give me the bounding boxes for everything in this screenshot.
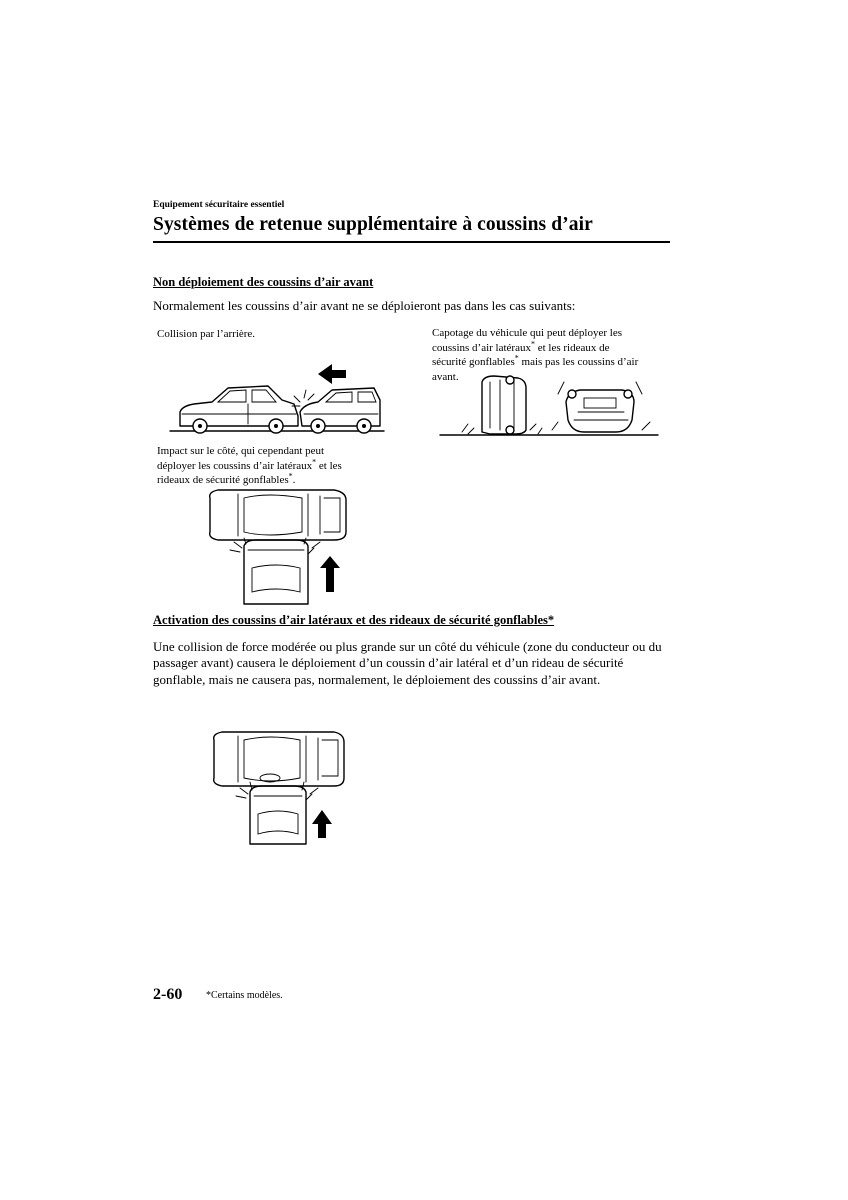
rear-collision-caption: Collision par l’arrière. bbox=[157, 328, 256, 340]
activation-body: Une collision de force modérée ou plus grande sur un côté du véhicule (zone du conducteur ou du passager avant) causera le déploiement d’un coussin d’air latéral et d’un rideau de sécurité gonflable, mais ne causera pas, normalement, le déploiement des coussins d’air avant. bbox=[153, 639, 662, 687]
rear-collision-illustration bbox=[168, 360, 388, 438]
page-title: Systèmes de retenue supplémentaire à coussins d’air bbox=[153, 214, 593, 235]
side-impact-illustration bbox=[204, 488, 352, 606]
section-label: Equipement sécuritaire essentiel bbox=[153, 200, 285, 210]
side-airbag-activation-illustration bbox=[208, 730, 348, 846]
footnote: *Certains modèles. bbox=[206, 990, 283, 1001]
side-impact-caption: Impact sur le côté, qui cependant peut déployer les coussins d’air latéraux* et les rideaux de sécurité gonflables*. bbox=[157, 445, 342, 486]
non-deployment-heading: Non déploiement des coussins d’air avant bbox=[153, 275, 374, 289]
title-rule bbox=[153, 241, 670, 243]
rollover-illustration bbox=[438, 372, 660, 438]
rollover-caption: Capotage du véhicule qui peut déployer les coussins d’air latéraux* et les rideaux de sécurité gonflables* mais pas les coussins d’air avant. bbox=[432, 327, 639, 383]
non-deployment-intro: Normalement les coussins d’air avant ne se déploieront pas dans les cas suivants: bbox=[153, 298, 576, 313]
activation-heading: Activation des coussins d’air latéraux et des rideaux de sécurité gonflables* bbox=[153, 613, 555, 627]
page-number: 2-60 bbox=[153, 986, 183, 1003]
